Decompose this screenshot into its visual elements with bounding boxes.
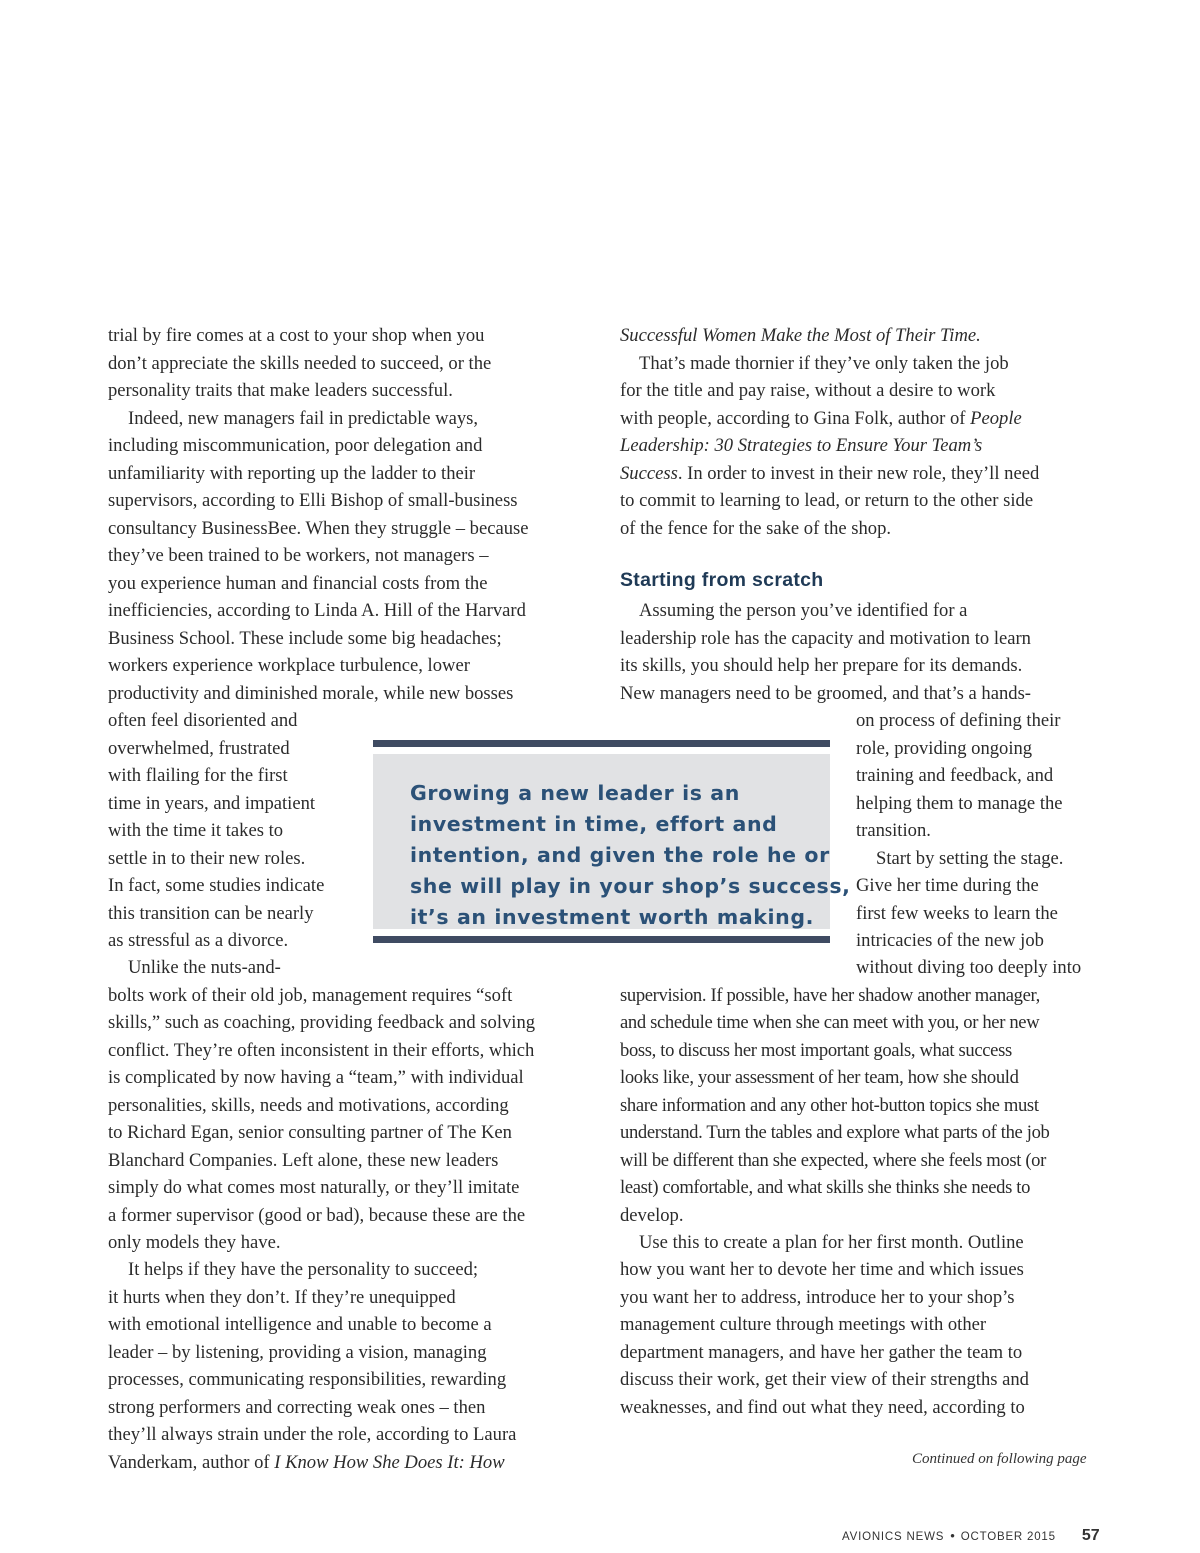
right-line: on process of defining their: [856, 710, 1061, 731]
left-line: don’t appreciate the skills needed to succeed, or the: [108, 353, 492, 374]
right-line: [620, 322, 981, 350]
section-heading: Starting from scratch: [620, 569, 824, 591]
line-text: with people, according to Gina Folk, author of: [620, 408, 971, 429]
line-text: . In order to invest in their new role, they’ll need: [677, 463, 1040, 484]
right-line: transition.: [856, 820, 931, 841]
right-line: weaknesses, and find out what they need, according to: [620, 1397, 1025, 1418]
issue-date: OCTOBER 2015: [960, 1531, 1056, 1543]
left-line: leader – by listening, providing a vision, managing: [108, 1342, 487, 1363]
left-line: inefficiencies, according to Linda A. Hill of the Harvard: [108, 600, 526, 621]
left-line: including miscommunication, poor delegation and: [108, 435, 483, 456]
left-line: time in years, and impatient: [108, 793, 316, 814]
right-line: discuss their work, get their view of their strengths and: [620, 1369, 1029, 1390]
left-line: bolts work of their old job, management requires “soft: [108, 985, 513, 1006]
left-line: as stressful as a divorce.: [108, 930, 289, 951]
right-line: Use this to create a plan for her first month. Outline: [639, 1232, 1024, 1253]
right-line: role, providing ongoing: [856, 738, 1033, 759]
right-line: New managers need to be groomed, and that’s a hands-: [620, 683, 1031, 704]
left-line: processes, communicating responsibilities, rewarding: [108, 1369, 507, 1390]
book-title: Success: [620, 463, 678, 484]
left-line: consultancy BusinessBee. When they struggle – because: [108, 518, 529, 539]
book-title: I Know How She Does It: How: [274, 1452, 505, 1473]
left-line: unfamiliarity with reporting up the ladder to their: [108, 463, 476, 484]
right-line: understand. Turn the tables and explore what parts of the job: [620, 1122, 1050, 1143]
pull-quote-box: [373, 754, 851, 929]
right-line: for the title and pay raise, without a desire to work: [620, 380, 996, 401]
left-line: personality traits that make leaders successful.: [108, 380, 453, 401]
left-line: overwhelmed, frustrated: [108, 738, 290, 759]
left-line: strong performers and correcting weak ones – then: [108, 1397, 486, 1418]
pull-quote: [373, 740, 851, 943]
left-line: with the time it takes to: [108, 820, 284, 841]
left-line: trial by fire comes at a cost to your shop when you: [108, 325, 485, 346]
footer-bullet: •: [950, 1528, 955, 1543]
book-title: Successful Women Make the Most of Their Time.: [620, 325, 981, 346]
right-line: first few weeks to learn the: [856, 903, 1058, 924]
right-line: That’s made thornier if they’ve only taken the job: [639, 353, 1009, 374]
continued-note: Continued on following page: [912, 1451, 1087, 1467]
right-line: [620, 405, 1022, 433]
left-line: you experience human and financial costs from the: [108, 573, 488, 594]
page-footer: [842, 1527, 1100, 1545]
pull-quote-line: investment in time, effort and: [410, 812, 778, 836]
right-line: boss, to discuss her most important goals, what success: [620, 1040, 1012, 1061]
right-line: intricacies of the new job: [856, 930, 1044, 951]
right-line: looks like, your assessment of her team, how she should: [620, 1067, 1019, 1088]
line-text: Vanderkam, author of: [108, 1452, 275, 1473]
right-line: supervision. If possible, have her shadow another manager,: [620, 985, 1040, 1006]
right-line: develop.: [620, 1205, 684, 1226]
pull-quote-line: intention, and given the role he or: [410, 843, 830, 867]
left-line: they’ve been trained to be workers, not managers –: [108, 545, 489, 566]
left-line: personalities, skills, needs and motivations, according: [108, 1095, 509, 1116]
right-line: without diving too deeply into: [856, 957, 1082, 978]
right-line: Assuming the person you’ve identified for a: [639, 600, 968, 621]
right-line: will be different than she expected, where she feels most (or: [620, 1150, 1046, 1171]
right-line: training and feedback, and: [856, 765, 1054, 786]
pull-quote-line: Growing a new leader is an: [410, 781, 740, 805]
right-line: helping them to manage the: [856, 793, 1063, 814]
left-line: simply do what comes most naturally, or they’ll imitate: [108, 1177, 520, 1198]
left-line: Business School. These include some big headaches;: [108, 628, 502, 649]
pull-quote-line: it’s an investment worth making.: [410, 905, 814, 929]
right-line: to commit to learning to lead, or return to the other side: [620, 490, 1034, 511]
right-line: [620, 460, 1039, 488]
page-number: 57: [1081, 1527, 1100, 1544]
right-line: Give her time during the: [856, 875, 1039, 896]
left-line: a former supervisor (good or bad), because these are the: [108, 1205, 526, 1226]
right-line: [620, 432, 982, 460]
left-line: with emotional intelligence and unable to become a: [108, 1314, 492, 1335]
left-line: to Richard Egan, senior consulting partner of The Ken: [108, 1122, 512, 1143]
left-line: with flailing for the first: [108, 765, 288, 786]
left-line: often feel disoriented and: [108, 710, 298, 731]
left-line: Unlike the nuts-and-: [128, 957, 281, 978]
left-line: is complicated by now having a “team,” with individual: [108, 1067, 524, 1088]
pull-quote-bottom-rule: [373, 936, 830, 943]
left-line: it hurts when they don’t. If they’re unequipped: [108, 1287, 456, 1308]
pull-quote-top-rule: [373, 740, 830, 747]
left-line: this transition can be nearly: [108, 903, 314, 924]
left-line: skills,” such as coaching, providing feedback and solving: [108, 1012, 536, 1033]
right-line: its skills, you should help her prepare for its demands.: [620, 655, 1023, 676]
right-line: and schedule time when she can meet with you, or her new: [620, 1012, 1040, 1033]
right-line: Start by setting the stage.: [876, 848, 1064, 869]
left-line: settle in to their new roles.: [108, 848, 306, 869]
left-line: [108, 1449, 505, 1477]
left-line: In fact, some studies indicate: [108, 875, 325, 896]
left-line: they’ll always strain under the role, according to Laura: [108, 1424, 517, 1445]
left-line: supervisors, according to Elli Bishop of small-business: [108, 490, 518, 511]
right-line: least) comfortable, and what skills she thinks she needs to: [620, 1177, 1031, 1198]
left-line: It helps if they have the personality to succeed;: [128, 1259, 479, 1280]
left-line: only models they have.: [108, 1232, 281, 1253]
left-line: conflict. They’re often inconsistent in their efforts, which: [108, 1040, 535, 1061]
right-line: department managers, and have her gather the team to: [620, 1342, 1023, 1363]
right-line: of the fence for the sake of the shop.: [620, 518, 892, 539]
left-line: Indeed, new managers fail in predictable ways,: [128, 408, 479, 429]
right-line: how you want her to devote her time and which issues: [620, 1259, 1024, 1280]
right-line: management culture through meetings with other: [620, 1314, 987, 1335]
right-line: you want her to address, introduce her to your shop’s: [620, 1287, 1015, 1308]
right-line: share information and any other hot-button topics she must: [620, 1095, 1039, 1116]
publication-name: AVIONICS NEWS: [842, 1531, 945, 1543]
left-line: workers experience workplace turbulence, lower: [108, 655, 470, 676]
right-line: leadership role has the capacity and motivation to learn: [620, 628, 1031, 649]
book-title: Leadership: 30 Strategies to Ensure Your Team’s: [620, 435, 983, 456]
pull-quote-line: she will play in your shop’s success,: [410, 874, 851, 898]
book-title: People: [970, 408, 1022, 429]
left-line: productivity and diminished morale, while new bosses: [108, 683, 514, 704]
left-line: Blanchard Companies. Left alone, these new leaders: [108, 1150, 499, 1171]
